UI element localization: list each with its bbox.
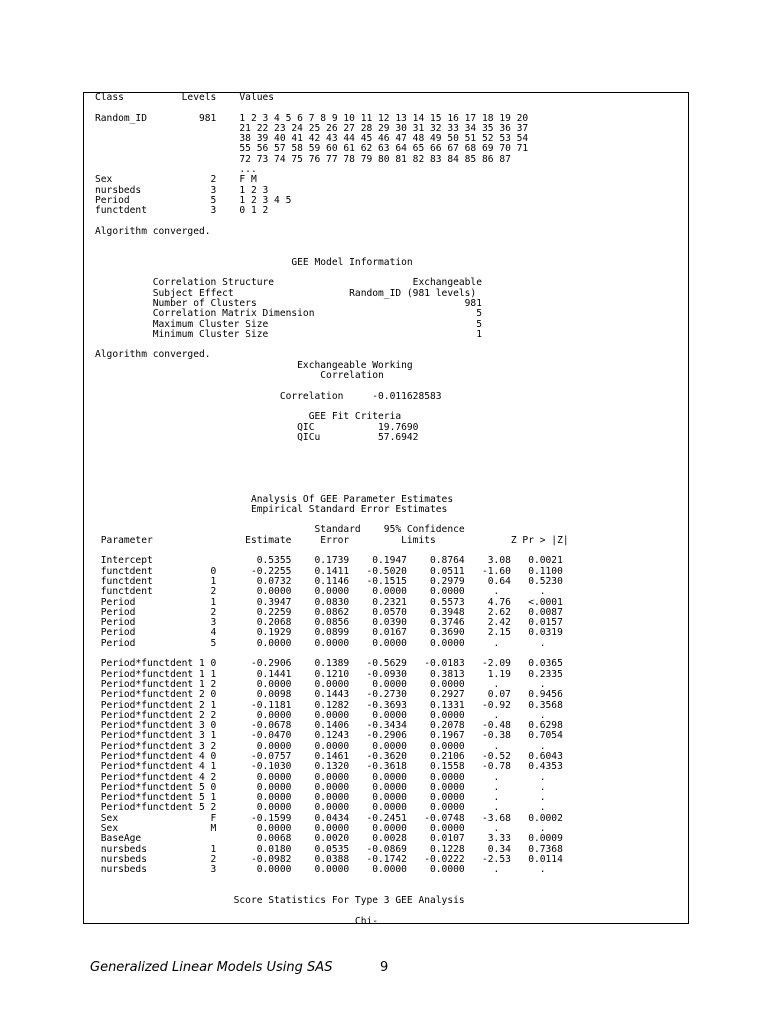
output-line: 38 39 40 41 42 43 44 45 46 47 48 49 50 51 52 53 54 bbox=[95, 133, 529, 145]
output-line: nursbeds 1 0.0180 0.0535 -0.0869 0.1228 0.34 0.7368 bbox=[95, 843, 563, 855]
output-line: Sex 2 F M bbox=[95, 174, 257, 186]
footer-book-title: Generalized Linear Models Using SAS bbox=[90, 960, 333, 975]
output-line: Period*functdent 4 1 -0.1030 0.1320 -0.3618 0.1558 -0.78 0.4353 bbox=[95, 761, 563, 773]
output-line: Parameter Estimate Error Limits Z Pr > |Z| bbox=[95, 534, 569, 546]
output-line: QIC 19.7690 bbox=[95, 421, 419, 433]
sas-output-listing bbox=[95, 93, 569, 927]
output-line: 21 22 23 24 25 26 27 28 29 30 31 32 33 34 35 36 37 bbox=[95, 122, 529, 134]
output-line: Score Statistics For Type 3 GEE Analysis bbox=[95, 895, 465, 907]
output-line: Empirical Standard Error Estimates bbox=[95, 503, 448, 515]
output-line: nursbeds 3 0.0000 0.0000 0.0000 0.0000 . . bbox=[95, 864, 546, 876]
output-line: Period*functdent 5 1 0.0000 0.0000 0.0000 0.0000 . . bbox=[95, 792, 546, 804]
output-line: Period*functdent 5 2 0.0000 0.0000 0.0000 0.0000 . . bbox=[95, 802, 546, 814]
output-line: GEE Fit Criteria bbox=[95, 411, 402, 423]
output-line: Period*functdent 2 2 0.0000 0.0000 0.0000 0.0000 . . bbox=[95, 709, 546, 721]
output-line: Maximum Cluster Size 5 bbox=[95, 318, 482, 330]
output-line: Period*functdent 3 1 -0.0470 0.1243 -0.2906 0.1967 -0.38 0.7054 bbox=[95, 730, 563, 742]
output-line: Subject Effect Random_ID (981 levels) bbox=[95, 287, 477, 299]
output-line: Algorithm converged. bbox=[95, 349, 211, 361]
output-line: Standard 95% Confidence bbox=[95, 524, 465, 536]
output-line: Period*functdent 2 1 -0.1181 0.1282 -0.3693 0.1331 -0.92 0.3568 bbox=[95, 699, 563, 711]
output-line: Period*functdent 1 0 -0.2906 0.1389 -0.5629 -0.0183 -2.09 0.0365 bbox=[95, 658, 563, 670]
output-line: Period*functdent 3 2 0.0000 0.0000 0.0000 0.0000 . . bbox=[95, 740, 546, 752]
output-line: 72 73 74 75 76 77 78 79 80 81 82 83 84 85 86 87 bbox=[95, 153, 511, 165]
output-line: functdent 2 0.0000 0.0000 0.0000 0.0000 . . bbox=[95, 586, 546, 598]
output-line: Exchangeable Working bbox=[95, 359, 413, 371]
output-line: functdent 1 0.0732 0.1146 -0.1515 0.2979 0.64 0.5230 bbox=[95, 575, 563, 587]
output-line: Period*functdent 1 2 0.0000 0.0000 0.0000 0.0000 . . bbox=[95, 678, 546, 690]
output-line: Correlation Structure Exchangeable bbox=[95, 277, 482, 289]
output-line: BaseAge 0.0068 0.0020 0.0028 0.0107 3.33 0.0009 bbox=[95, 833, 563, 845]
output-line: Period 5 1 2 3 4 5 bbox=[95, 194, 292, 206]
output-line: nursbeds 3 1 2 3 bbox=[95, 184, 269, 196]
output-line: Period*functdent 5 0 0.0000 0.0000 0.0000 0.0000 . . bbox=[95, 781, 546, 793]
output-line: Intercept 0.5355 0.1739 0.1947 0.8764 3.08 0.0021 bbox=[95, 555, 563, 567]
footer-page-number: 9 bbox=[380, 960, 389, 975]
output-line: Correlation Matrix Dimension 5 bbox=[95, 308, 482, 320]
output-line: Correlation -0.011628583 bbox=[95, 390, 442, 402]
output-line: Analysis Of GEE Parameter Estimates bbox=[95, 493, 454, 505]
output-line: Random_ID 981 1 2 3 4 5 6 7 8 9 10 11 12 13 14 15 16 17 18 19 20 bbox=[95, 112, 529, 124]
output-line: QICu 57.6942 bbox=[95, 431, 419, 443]
output-line: Period*functdent 4 0 -0.0757 0.1461 -0.3620 0.2106 -0.52 0.6043 bbox=[95, 751, 563, 762]
output-line: Period 2 0.2259 0.0862 0.0570 0.3948 2.62 0.0087 bbox=[95, 606, 563, 618]
output-line: Correlation bbox=[95, 370, 384, 382]
output-line: Period*functdent 1 1 0.1441 0.1210 -0.0930 0.3813 1.19 0.2335 bbox=[95, 668, 563, 680]
output-line: functdent 3 0 1 2 bbox=[95, 205, 269, 217]
output-line: 55 56 57 58 59 60 61 62 63 64 65 66 67 68 69 70 71 bbox=[95, 143, 529, 155]
output-line: Chi- bbox=[95, 915, 379, 927]
output-line: Minimum Cluster Size 1 bbox=[95, 328, 482, 340]
output-line: Class Levels Values bbox=[95, 92, 275, 103]
output-line: Algorithm converged. bbox=[95, 225, 211, 237]
output-line: Period 5 0.0000 0.0000 0.0000 0.0000 . . bbox=[95, 637, 546, 649]
output-line: functdent 0 -0.2255 0.1411 -0.5020 0.0511 -1.60 0.1100 bbox=[95, 565, 563, 577]
output-line: Sex M 0.0000 0.0000 0.0000 0.0000 . . bbox=[95, 823, 546, 835]
output-line: Period*functdent 2 0 0.0098 0.1443 -0.2730 0.2927 0.07 0.9456 bbox=[95, 689, 563, 701]
output-line: Number of Clusters 981 bbox=[95, 297, 482, 309]
output-line: Period*functdent 4 2 0.0000 0.0000 0.0000 0.0000 . . bbox=[95, 771, 546, 783]
output-line: Sex F -0.1599 0.0434 -0.2451 -0.0748 -3.68 0.0002 bbox=[95, 812, 563, 824]
output-line: Period*functdent 3 0 -0.0678 0.1406 -0.3434 0.2078 -0.48 0.6298 bbox=[95, 720, 563, 732]
output-line: Period 1 0.3947 0.0830 0.2321 0.5573 4.76 <.0001 bbox=[95, 596, 563, 608]
output-line: Period 3 0.2068 0.0856 0.0390 0.3746 2.42 0.0157 bbox=[95, 617, 563, 629]
output-line: Period 4 0.1929 0.0899 0.0167 0.3690 2.15 0.0319 bbox=[95, 627, 563, 639]
output-line: ... bbox=[95, 164, 257, 176]
output-line: nursbeds 2 -0.0982 0.0388 -0.1742 -0.0222 -2.53 0.0114 bbox=[95, 853, 563, 865]
output-line: GEE Model Information bbox=[95, 256, 413, 268]
